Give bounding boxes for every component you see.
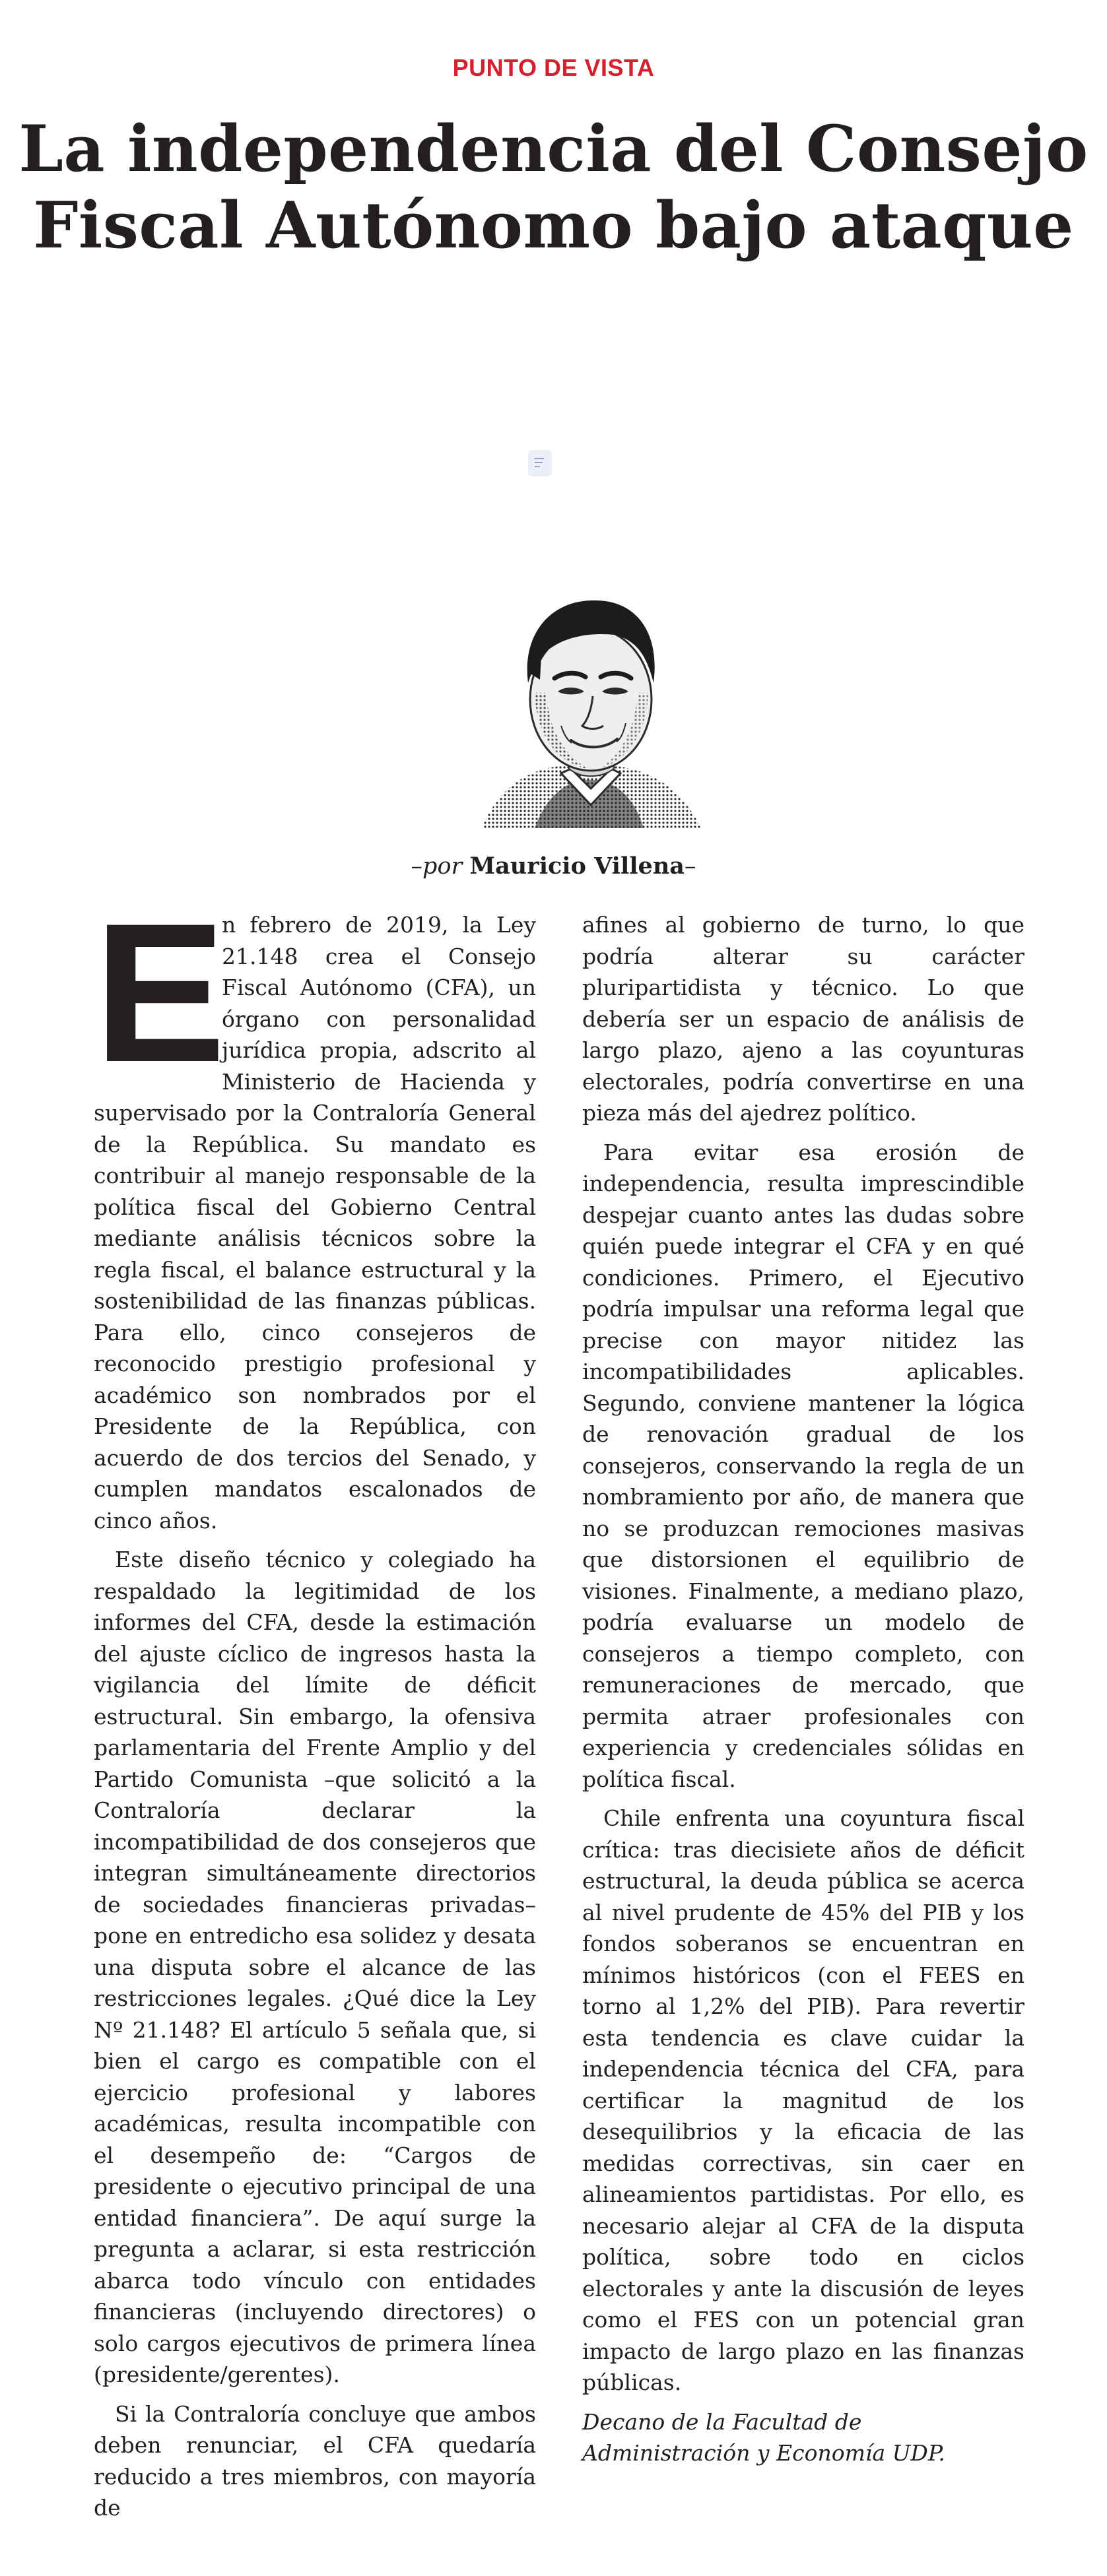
byline-prefix: –por bbox=[411, 853, 470, 880]
paragraph: Este diseño técnico y colegiado ha respaldado la legitimidad de los informes del CFA, desde la estimación del ajuste cíclico de ingresos hasta la vigilancia del límite de déficit estructural. Sin embargo, la ofensiva parlamentaria del Frente Amplio y del Partido Comunista –que solicitó a la Contraloría declarar la incompatibilidad de dos consejeros que integran simultáneamente directorios de sociedades financieras privadas– pone en entredicho esa solidez y desata una disputa sobre el alcance de las restricciones legales. ¿Qué dice la Ley Nº 21.148? El artículo 5 señala que, si bien el cargo es compatible con el ejercicio profesional y labores académicas, resulta incompatible con el desempeño de: “Cargos de presidente o ejecutivo principal de una entidad financiera”. De aquí surge la pregunta a aclarar, si esta restricción abarca todo vínculo con entidades financieras (incluyendo directores) o solo cargos ejecutivos de primera línea (presidente/gerentes). bbox=[94, 1547, 536, 2387]
paragraph bbox=[94, 882, 536, 1536]
author-name: Mauricio Villena bbox=[469, 853, 685, 880]
author-signature: Decano de la Facultad de Administración y Economía UDP. bbox=[582, 2408, 945, 2466]
drop-cap: E bbox=[94, 882, 226, 1103]
paragraph: afines al gobierno de turno, lo que podría alterar su carácter pluripartidista y técnico. Lo que debería ser un espacio de análisis de largo plazo, ajeno a las coyunturas electorales, podría convertirse en una pieza más del ajedrez político. bbox=[582, 912, 1024, 1126]
paragraph-text: n febrero de 2019, la Ley 21.148 crea el Consejo Fiscal Autónomo (CFA), un órgano con personalidad jurídica propia, adscrito al Ministerio de Hacienda y supervisado por la Contraloría General de la República. Su mandato es contribuir al manejo responsable de la política fiscal del Gobierno Central mediante análisis técnicos sobre la regla fiscal, el balance estructural y la sostenibilidad de las finanzas públicas. Para ello, cinco consejeros de reconocido prestigio profesional y académico son nombrados por el Presidente de la República, con acuerdo de dos tercios del Senado, y cumplen mandatos escalonados de cinco años. bbox=[94, 912, 536, 1533]
paragraph: Chile enfrenta una coyuntura fiscal crítica: tras diecisiete años de déficit estructural, la deuda pública se acerca al nivel prudente de 45% del PIB y los fondos soberanos se encuentran en mínimos históricos (con el FEES en torno al 1,2% del PIB). Para revertir esta tendencia es clave cuidar la independencia técnica del CFA, para certificar la magnitud de los desequilibrios y la eficacia de las medidas correctivas, sin caer en alineamientos partidistas. Por ello, es necesario alejar al CFA de la disputa política, sobre todo en ciclos electorales y ante la discusión de leyes como el FES con un potencial gran impacto de largo plazo en las finanzas públicas. bbox=[582, 1805, 1024, 2395]
article-column-right bbox=[582, 909, 1024, 2477]
document-icon bbox=[528, 450, 552, 476]
author-portrait bbox=[455, 567, 720, 831]
paragraph: Si la Contraloría concluye que ambos deben renunciar, el CFA quedaría reducido a tres miembros, con mayoría de bbox=[94, 2400, 536, 2521]
paragraph: Para evitar esa erosión de independencia, resulta imprescindible despejar cuanto antes las dudas sobre quién puede integrar el CFA y en qué condiciones. Primero, el Ejecutivo podría impulsar una reforma legal que precise con mayor nitidez las incompatibilidades aplicables. Segundo, conviene mantener la lógica de renovación gradual de los consejeros, conservando la regla de un nombramiento por año, de manera que no se produzcan remociones masivas que distorsionen el equilibrio de visiones. Finalmente, a mediano plazo, podría evaluarse un modelo de consejeros a tiempo completo, con remuneraciones de mercado, que permita atraer profesionales con experiencia y credenciales sólidas en política fiscal. bbox=[582, 1139, 1024, 1792]
article-column-left bbox=[94, 882, 536, 2532]
byline bbox=[0, 853, 1107, 880]
byline-suffix: – bbox=[684, 853, 696, 880]
section-label: PUNTO DE VISTA bbox=[452, 54, 655, 81]
headline: La independencia del Consejo Fiscal Autónomo bajo ataque bbox=[18, 112, 1089, 263]
